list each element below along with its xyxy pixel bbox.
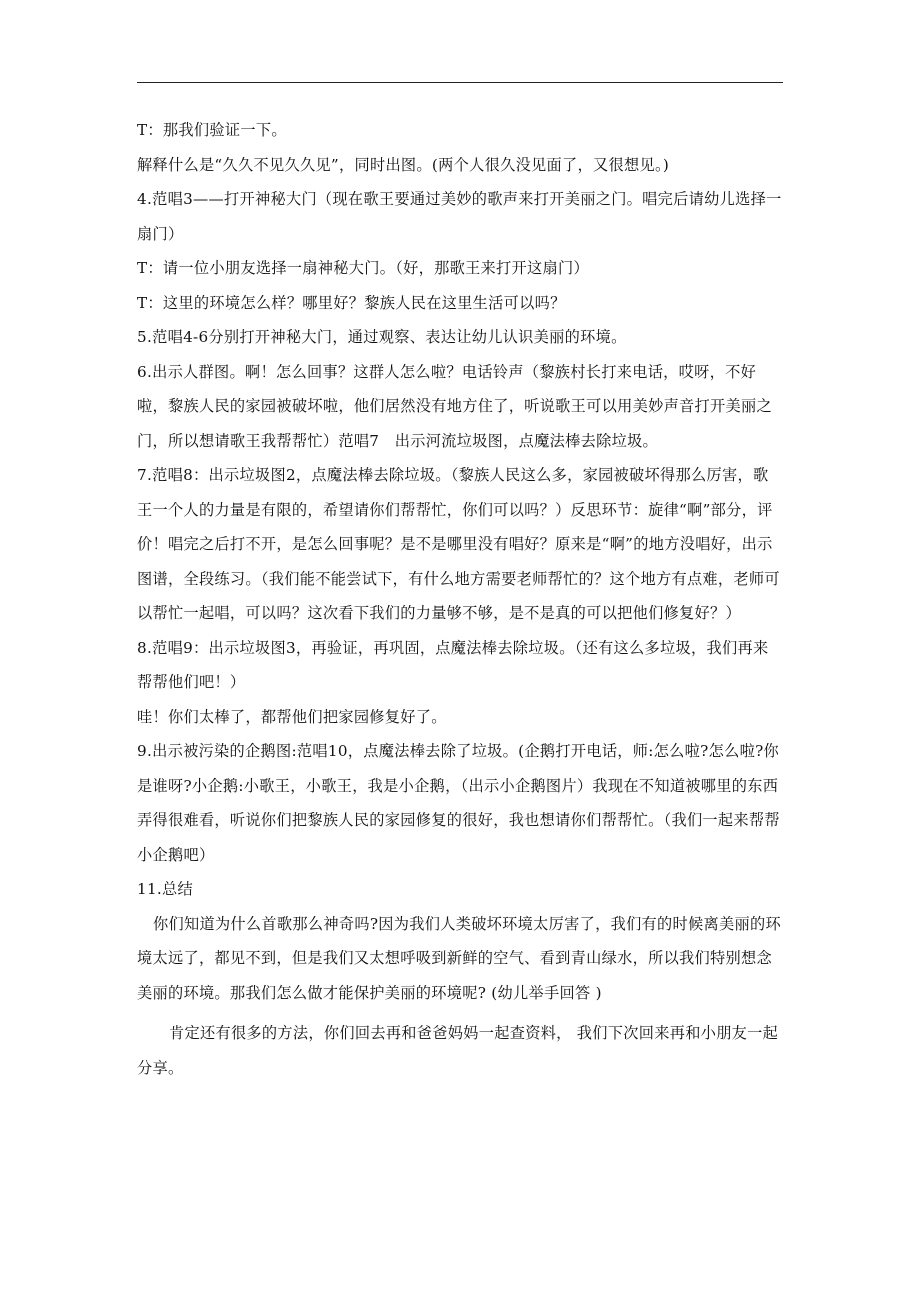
- paragraph-step-4: 4.范唱3——打开神秘大门（现在歌王要通过美妙的歌声来打开美丽之门。唱完后请幼儿选择一扇门）: [137, 190, 782, 243]
- paragraph-step-5: 5.范唱4-6分别打开神秘大门，通过观察、表达让幼儿认识美丽的环境。: [137, 328, 627, 346]
- paragraph-environment-question: T：这里的环境怎么样？哪里好？黎族人民在这里生活可以吗？: [137, 293, 566, 312]
- paragraph-step-6: 6.出示人群图。啊！怎么回事？这群人怎么啦？电话铃声（黎族村长打来电话，哎呀，不好啦，黎族人民的家园被破坏啦，他们居然没有地方住了，听说歌王可以用美妙声音打开美丽之门，所以想请歌王我帮帮忙）范唱7 出示河流垃圾图，点魔法棒去除垃圾。: [137, 362, 772, 450]
- paragraph-summary: 你们知道为什么首歌那么神奇吗?因为我们人类破坏环境太厉害了，我们有的时候离美丽的环境太远了，都见不到，但是我们又太想呼吸到新鲜的空气、看到青山绿水，所以我们特别想念美丽的环境。那我们怎么做才能保护美丽的环境呢? (幼儿举手回答 ): [137, 914, 781, 1002]
- paragraph-choose-door: T：请一位小朋友选择一扇神秘大门。（好，那歌王来打开这扇门）: [137, 259, 589, 277]
- paragraph-verify: T：那我们验证一下。: [137, 121, 287, 139]
- paragraph-step-7: 7.范唱8：出示垃圾图2，点魔法棒去除垃圾。（黎族人民这么多，家园被破坏得那么厉害，歌王一个人的力量是有限的，希望请你们帮帮忙，你们可以吗？）反思环节：旋律“啊”部分，评价！唱完之后打不开，是怎么回事呢？是不是哪里没有唱好？原来是“啊”的地方没唱好，出示图谱，全段练习。（我们能不能尝试下，有什么地方需要老师帮忙的？这个地方有点难，老师可以帮忙一起唱，可以吗？这次看下我们的力量够不够，是不是真的可以把他们修复好？）: [137, 466, 780, 622]
- paragraph-explain: 解释什么是“久久不见久久见”，同时出图。(两个人很久没见面了，又很想见。): [137, 155, 670, 174]
- paragraph-step-8: 8.范唱9：出示垃圾图3，再验证，再巩固，点魔法棒去除垃圾。（还有这么多垃圾，我们再来帮帮他们吧！）: [137, 638, 769, 691]
- paragraph-praise: 哇！你们太棒了，都帮他们把家园修复好了。: [137, 707, 447, 726]
- paragraph-closing: 肯定还有很多的方法，你们回去再和爸爸妈妈一起查资料， 我们下次回来再和小朋友一起分享。: [137, 1024, 779, 1077]
- paragraph-summary-heading: 11.总结: [137, 880, 194, 898]
- paragraph-step-9: 9.出示被污染的企鹅图:范唱10，点魔法棒去除了垃圾。(企鹅打开电话，师:怎么啦?怎么啦?你是谁呀?小企鹅:小歌王，小歌王，我是小企鹅，（出示小企鹅图片）我现在不知道被哪里的东西弄得很难看，听说你们把黎族人民的家园修复的很好，我也想请你们帮帮忙。（我们一起来帮帮小企鹅吧）: [137, 742, 780, 864]
- header-rule: [137, 82, 783, 83]
- document-body: [137, 113, 783, 1085]
